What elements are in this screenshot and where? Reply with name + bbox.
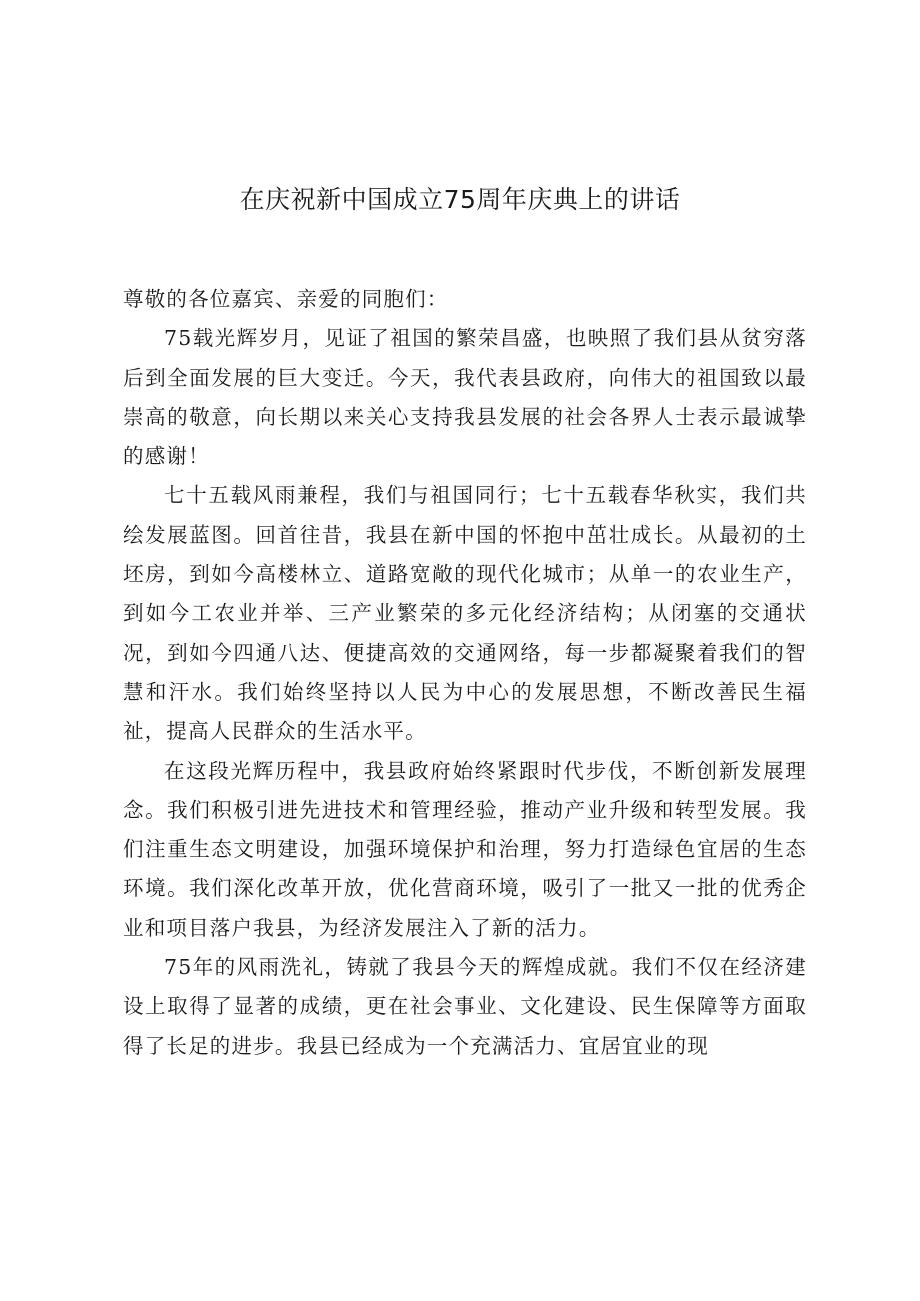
salutation: 尊敬的各位嘉宾、亲爱的同胞们： (123, 287, 449, 311)
paragraph-2: 七十五载风雨兼程，我们与祖国同行；七十五载春华秋实，我们共绘发展蓝图。回首往昔，我县在新中国的怀抱中茁壮成长。从最初的土坯房，到如今高楼林立、道路宽敞的现代化城市；从单一的农业生产，到如今工农业并举、三产业繁荣的多元化经济结构；从闭塞的交通状况，到如今四通八达、便捷高效的交通网络，每一步都凝聚着我们的智慧和汗水。我们始终坚持以人民为中心的发展思想，不断改善民生福祉，提高人民群众的生活水平。 (123, 483, 807, 744)
paragraph-4: 75年的风雨洗礼，铸就了我县今天的辉煌成就。我们不仅在经济建设上取得了显著的成绩，更在社会事业、文化建设、民生保障等方面取得了长足的进步。我县已经成为一个充满活力、宜居宜业的现 (123, 955, 807, 1058)
paragraph-3: 在这段光辉历程中，我县政府始终紧跟时代步伐，不断创新发展理念。我们积极引进先进技术和管理经验，推动产业升级和转型发展。我们注重生态文明建设，加强环境保护和治理，努力打造绿色宜居的生态环境。我们深化改革开放，优化营商环境，吸引了一批又一批的优秀企业和项目落户我县，为经济发展注入了新的活力。 (123, 758, 807, 940)
paragraph-1: 75载光辉岁月，见证了祖国的繁荣昌盛，也映照了我们县从贫穷落后到全面发展的巨大变迁。今天，我代表县政府，向伟大的祖国致以最崇高的敬意，向长期以来关心支持我县发展的社会各界人士表示最诚挚的感谢！ (123, 326, 807, 469)
document-title: 在庆祝新中国成立75周年庆典上的讲话 (239, 185, 681, 214)
document-body (123, 280, 807, 1066)
